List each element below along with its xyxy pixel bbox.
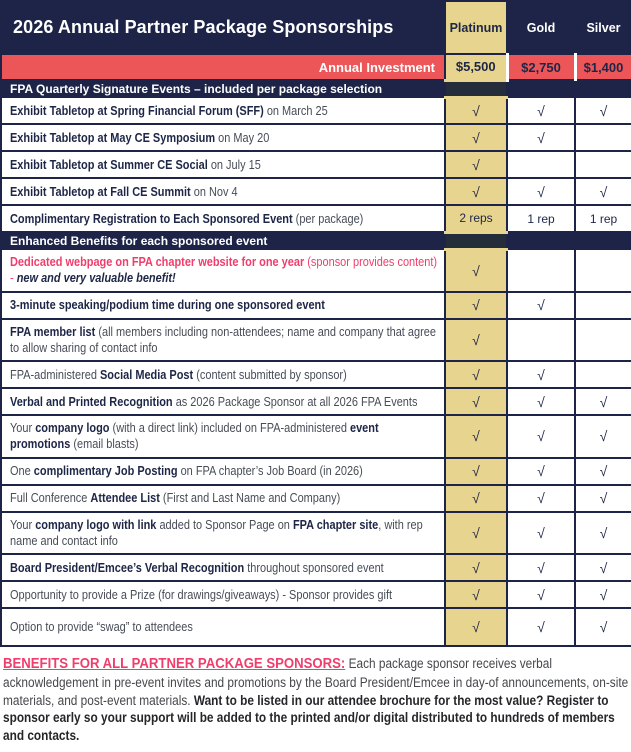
text-segment: Your (10, 421, 36, 435)
section-band-label: Enhanced Benefits for each sponsored event (1, 232, 445, 249)
benefit-row (1, 292, 631, 319)
benefit-label (1, 292, 445, 319)
gold-cell (507, 97, 575, 124)
section-band-label: FPA Quarterly Signature Events – included per package selection (1, 80, 445, 97)
silver-cell (575, 458, 631, 485)
check-icon: √ (599, 559, 608, 576)
table-header-row (1, 1, 631, 54)
text-segment: 3-minute speaking/podium time during one sponsored event (10, 298, 325, 313)
text-segment: Exhibit Tabletop at Spring Financial Forum (SFF) (10, 103, 264, 118)
text-segment: (content submitted by sponsor) (193, 367, 347, 382)
benefit-row (1, 249, 631, 292)
text-segment: on Nov 4 (190, 184, 238, 199)
platinum-cell (445, 124, 507, 151)
text-segment: on July 15 (207, 157, 261, 172)
platinum-cell (445, 512, 507, 555)
benefit-label-text (10, 130, 442, 146)
gold-cell (507, 124, 575, 151)
check-icon: √ (472, 102, 480, 119)
column-header-gold: Gold (507, 1, 575, 54)
platinum-cell (445, 415, 507, 458)
section-band-row (1, 232, 631, 249)
benefit-label-text (10, 103, 442, 119)
benefit-row (1, 458, 631, 485)
silver-cell (575, 554, 631, 581)
check-icon: √ (599, 524, 608, 541)
check-icon: √ (537, 463, 545, 479)
column-header-silver: Silver (575, 1, 631, 54)
check-icon: √ (472, 129, 480, 146)
platinum-cell (445, 97, 507, 124)
gold-cell (507, 249, 575, 292)
section-band-gold-cell (507, 232, 575, 249)
text-segment: on May 20 (215, 130, 270, 145)
silver-cell (575, 124, 631, 151)
check-icon: √ (537, 183, 545, 200)
section-band-silver-cell (575, 232, 631, 249)
check-icon: √ (537, 297, 545, 313)
silver-cell (575, 415, 631, 458)
benefit-label-text (10, 157, 442, 173)
benefit-row (1, 361, 631, 388)
check-icon: √ (599, 463, 608, 479)
silver-cell (575, 581, 631, 608)
platinum-cell (445, 554, 507, 581)
text-segment: complimentary Job Posting (33, 464, 178, 479)
check-icon: √ (472, 524, 480, 541)
gold-cell (507, 581, 575, 608)
text-segment: throughout sponsored event (244, 560, 384, 575)
silver-cell (575, 292, 631, 319)
benefit-label-text (10, 619, 442, 635)
section-band-silver-cell (575, 80, 631, 97)
gold-cell: 1 rep (507, 205, 575, 232)
text-segment: (all members including non-attendees; name and company that agree to allow sharing of contact info (10, 324, 436, 355)
text-segment: new and very valuable benefit! (16, 271, 176, 286)
silver-cell (575, 151, 631, 178)
silver-cell (575, 485, 631, 512)
benefit-label-text (10, 211, 442, 227)
text-segment: FPA member list (10, 324, 96, 339)
check-icon: √ (472, 586, 480, 603)
text-segment: (First and Last Name and Company) (159, 491, 341, 506)
check-icon: √ (472, 297, 480, 313)
check-icon: √ (537, 366, 545, 383)
check-icon: √ (599, 619, 608, 635)
platinum-cell (445, 361, 507, 388)
check-icon: √ (472, 463, 480, 479)
silver-cell (575, 608, 631, 646)
annual-investment-label: Annual Investment (1, 54, 445, 80)
silver-cell (575, 388, 631, 415)
benefit-row (1, 178, 631, 205)
benefit-label-text (10, 367, 442, 383)
benefit-row (1, 151, 631, 178)
benefit-label-text (10, 560, 442, 576)
check-icon: √ (599, 102, 608, 119)
text-segment: Full Conference (10, 491, 91, 506)
platinum-price: $5,500 (445, 54, 507, 80)
text-segment: on FPA chapter’s Job Board (in 2026) (177, 464, 363, 479)
check-icon: √ (537, 559, 545, 576)
text-segment: (sponsor provides content) - (10, 255, 438, 286)
check-icon: √ (472, 428, 480, 445)
benefit-label (1, 415, 445, 458)
benefit-label (1, 124, 445, 151)
benefit-label (1, 319, 445, 362)
annual-investment-row (1, 54, 631, 80)
platinum-cell (445, 458, 507, 485)
benefit-label (1, 554, 445, 581)
check-icon: √ (599, 428, 608, 445)
text-segment: Complimentary Registration to Each Sponsored Event (10, 211, 293, 226)
benefit-label-text (10, 394, 442, 410)
benefit-row (1, 485, 631, 512)
platinum-cell (445, 485, 507, 512)
check-icon: √ (537, 102, 545, 119)
benefit-label (1, 512, 445, 555)
benefit-label-text (10, 184, 442, 200)
benefit-label-text (10, 254, 442, 287)
benefit-row (1, 205, 631, 232)
column-header-platinum: Platinum (445, 1, 507, 54)
benefit-row (1, 388, 631, 415)
text-segment: FPA chapter site (292, 517, 379, 532)
footer-bold-note: Want to be listed in our attendee brochure for the most value? Register to sponsor early so your support will be added to the printed and/or digital distributed to hundreds of members and contacts. (3, 692, 615, 744)
benefit-label (1, 178, 445, 205)
section-band-platinum-cell (445, 232, 507, 249)
gold-cell (507, 178, 575, 205)
text-segment: (per package) (292, 211, 364, 226)
check-icon: √ (472, 156, 480, 173)
platinum-cell (445, 608, 507, 646)
text-segment: Exhibit Tabletop at Fall CE Summit (10, 184, 191, 199)
text-segment: company logo (35, 421, 110, 435)
silver-price: $1,400 (575, 54, 631, 80)
text-segment: One (10, 464, 34, 479)
silver-cell (575, 249, 631, 292)
benefit-row (1, 97, 631, 124)
check-icon: √ (599, 586, 608, 603)
text-segment: Board President/Emcee’s Verbal Recognition (10, 560, 245, 575)
gold-cell (507, 415, 575, 458)
gold-cell (507, 151, 575, 178)
section-band-platinum-cell (445, 80, 507, 97)
check-icon: √ (472, 490, 480, 506)
benefit-label-text (10, 420, 442, 453)
benefit-label (1, 581, 445, 608)
benefit-row (1, 608, 631, 646)
platinum-cell (445, 151, 507, 178)
text-segment: Exhibit Tabletop at May CE Symposium (10, 130, 216, 145)
benefit-label (1, 151, 445, 178)
text-segment: Verbal and Printed Recognition (10, 394, 173, 409)
gold-price: $2,750 (507, 54, 575, 80)
platinum-cell (445, 319, 507, 362)
check-icon: √ (472, 366, 480, 383)
check-icon: √ (537, 586, 545, 603)
platinum-cell (445, 388, 507, 415)
gold-cell (507, 485, 575, 512)
benefit-label-text (10, 517, 442, 550)
text-segment: , with rep name and contact info (10, 517, 423, 548)
check-icon: √ (537, 129, 545, 146)
gold-cell (507, 608, 575, 646)
check-icon: √ (537, 393, 545, 410)
benefit-label-text (10, 587, 442, 603)
silver-cell (575, 512, 631, 555)
silver-cell (575, 97, 631, 124)
text-segment: Opportunity to provide a Prize (for drawings/giveaways) - Sponsor provides gift (10, 587, 393, 602)
benefit-label (1, 458, 445, 485)
check-icon: √ (537, 524, 545, 541)
check-icon: √ (472, 619, 480, 635)
check-icon: √ (537, 490, 545, 506)
text-segment: FPA-administered (10, 367, 100, 382)
page-title: 2026 Annual Partner Package Sponsorships (1, 1, 445, 54)
silver-cell: 1 rep (575, 205, 631, 232)
text-segment: Dedicated webpage on FPA chapter website for one year (10, 255, 305, 269)
benefit-label-text (10, 490, 442, 506)
gold-cell (507, 458, 575, 485)
check-icon: √ (472, 393, 480, 410)
check-icon: √ (599, 183, 608, 200)
platinum-cell (445, 178, 507, 205)
benefit-label (1, 97, 445, 124)
text-segment: added to Sponsor Page on (156, 517, 293, 532)
benefit-row (1, 124, 631, 151)
silver-cell (575, 361, 631, 388)
footer-note (0, 647, 631, 745)
silver-cell (575, 319, 631, 362)
benefit-row (1, 415, 631, 458)
text-segment: company logo with link (35, 517, 157, 532)
check-icon: √ (537, 619, 545, 635)
benefit-label-text (10, 463, 442, 479)
benefit-label (1, 388, 445, 415)
footer-text (3, 654, 629, 745)
check-icon: √ (472, 331, 480, 348)
gold-cell (507, 554, 575, 581)
benefit-row (1, 581, 631, 608)
benefit-label (1, 361, 445, 388)
text-segment: event promotions (10, 421, 379, 452)
text-segment: Option to provide “swag” to attendees (10, 620, 193, 635)
benefit-label (1, 608, 445, 646)
text-segment: (email blasts) (70, 437, 139, 452)
footer-heading: BENEFITS FOR ALL PARTNER PACKAGE SPONSORS: (3, 655, 346, 672)
platinum-cell (445, 249, 507, 292)
benefit-label-text (10, 324, 442, 357)
benefit-label (1, 249, 445, 292)
section-band-gold-cell (507, 80, 575, 97)
benefit-label (1, 205, 445, 232)
benefit-label (1, 485, 445, 512)
check-icon: √ (599, 393, 608, 410)
benefit-row (1, 554, 631, 581)
text-segment: Social Media Post (99, 367, 194, 382)
platinum-cell: 2 reps (445, 205, 507, 232)
text-segment: on March 25 (263, 103, 328, 118)
gold-cell (507, 361, 575, 388)
footer-body: Each package sponsor receives verbal acknowledgement in pre-event invites and promotions by the Board President/Emcee in day-of announcements, on-site materials, and post-event materials. (3, 656, 629, 708)
text-segment: Your (10, 517, 36, 532)
check-icon: √ (472, 183, 480, 200)
benefit-row (1, 512, 631, 555)
check-icon: √ (599, 490, 608, 506)
gold-cell (507, 292, 575, 319)
text-segment: Attendee List (90, 491, 160, 506)
benefit-label-text (10, 297, 442, 313)
check-icon: √ (537, 428, 545, 445)
benefit-row (1, 319, 631, 362)
platinum-cell (445, 581, 507, 608)
text-segment: as 2026 Package Sponsor at all 2026 FPA Events (172, 394, 418, 409)
text-segment: Exhibit Tabletop at Summer CE Social (10, 157, 208, 172)
gold-cell (507, 319, 575, 362)
gold-cell (507, 512, 575, 555)
gold-cell (507, 388, 575, 415)
section-band-row (1, 80, 631, 97)
silver-cell (575, 178, 631, 205)
text-segment: (with a direct link) included on FPA-administered (109, 421, 350, 435)
check-icon: √ (472, 559, 480, 576)
check-icon: √ (472, 262, 480, 279)
platinum-cell (445, 292, 507, 319)
